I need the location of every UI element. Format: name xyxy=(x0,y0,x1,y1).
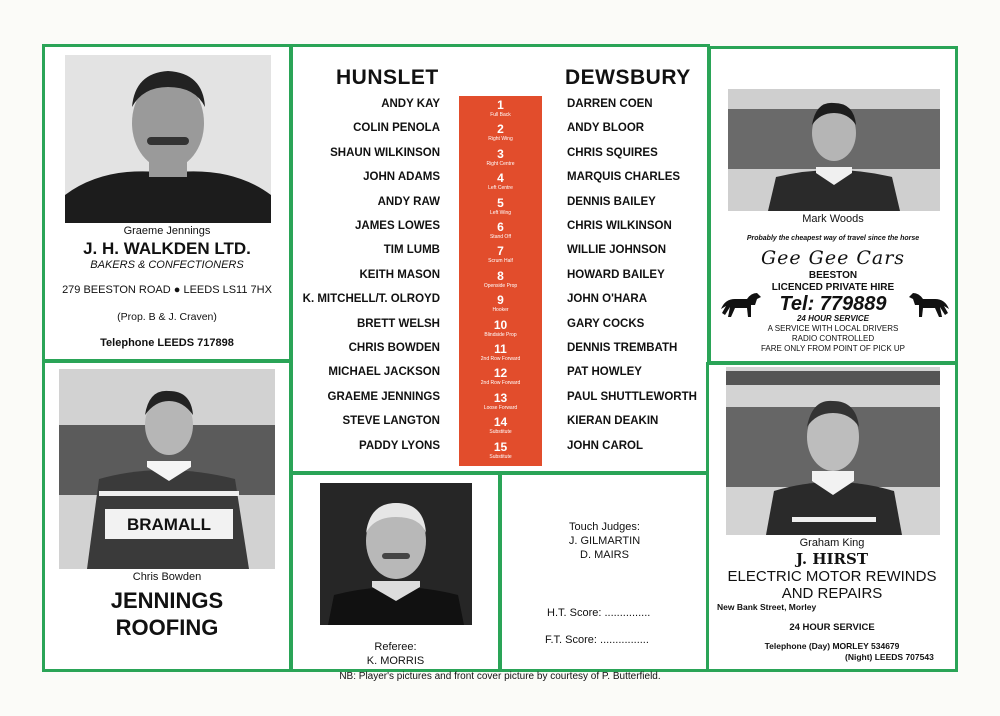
bramall-shirt-text: BRAMALL xyxy=(126,515,212,534)
gee-gee-service: 24 HOUR SERVICE xyxy=(796,314,870,323)
position-label: 2nd Row Forward xyxy=(480,380,521,387)
away-player: KIERAN DEAKIN xyxy=(567,415,659,428)
shirt-number: 2 xyxy=(497,122,504,137)
shirt-number-column xyxy=(459,96,542,466)
shirt-number: 5 xyxy=(497,195,504,210)
shirt-number: 3 xyxy=(497,146,504,161)
gee-gee-line2: RADIO CONTROLLED xyxy=(791,334,875,343)
shirt-number: 15 xyxy=(493,439,508,454)
full-time-score: F.T. Score: ................ xyxy=(545,634,649,646)
graham-king-graphic xyxy=(726,367,940,535)
home-player: GRAEME JENNINGS xyxy=(327,390,440,403)
gee-gee-name: Gee Gee Cars xyxy=(760,247,906,269)
shirt-number: 4 xyxy=(497,171,504,186)
referee-graphic xyxy=(320,483,472,625)
home-player: CHRIS BOWDEN xyxy=(348,342,440,354)
away-player: MARQUIS CHARLES xyxy=(567,171,681,184)
gee-gee-caption: Mark Woods xyxy=(802,213,864,225)
shirt-number: 7 xyxy=(497,244,504,259)
player-photo-mark-woods xyxy=(728,89,940,211)
gee-gee-cars-advert xyxy=(708,46,958,364)
home-player: JAMES LOWES xyxy=(355,220,440,232)
referee-photo xyxy=(320,483,472,625)
referee-panel xyxy=(290,472,501,672)
position-label: Scrum Half xyxy=(488,258,513,265)
away-player: DENNIS TREMBATH xyxy=(567,342,678,354)
position-label: Openside Prop xyxy=(483,282,518,289)
position-label: Hooker xyxy=(492,307,509,314)
bullet-icon: ● xyxy=(173,284,181,296)
half-time-score: H.T. Score: ............... xyxy=(547,607,651,619)
gee-gee-tagline: Probably the cheapest way of travel since the horse xyxy=(746,235,920,242)
home-player: PADDY LYONS xyxy=(359,439,440,452)
walkden-company: J. H. WALKDEN LTD. xyxy=(83,239,251,258)
home-player: BRETT WELSH xyxy=(356,317,440,330)
shirt-number: 12 xyxy=(493,366,508,381)
shirt-number: 6 xyxy=(497,220,504,234)
hirst-line1: ELECTRIC MOTOR REWINDS xyxy=(727,568,937,585)
home-player: TIM LUMB xyxy=(383,244,440,257)
position-label: Stand Off xyxy=(489,234,512,240)
bowden-caption: Chris Bowden xyxy=(132,571,202,583)
position-label: Loose Forward xyxy=(483,404,518,411)
gee-gee-licence: LICENCED PRIVATE HIRE xyxy=(771,282,895,293)
home-player: ANDY KAY xyxy=(381,98,440,110)
away-player: HOWARD BAILEY xyxy=(567,268,665,281)
home-player: MICHAEL JACKSON xyxy=(328,366,440,379)
home-player: ANDY RAW xyxy=(377,195,440,208)
hirst-line2: AND REPAIRS xyxy=(781,585,883,602)
position-label: Full Back xyxy=(490,112,511,118)
gee-gee-location: BEESTON xyxy=(808,270,858,281)
walkden-telephone: Telephone LEEDS 717898 xyxy=(100,337,234,349)
home-player: KEITH MASON xyxy=(359,268,440,281)
position-label: Substitute xyxy=(489,453,512,460)
position-label: Right Centre xyxy=(486,160,515,167)
hirst-company: J. HIRST xyxy=(795,550,869,568)
shirt-number: 1 xyxy=(497,98,504,112)
referee-label: Referee: xyxy=(374,641,417,653)
away-player: WILLIE JOHNSON xyxy=(567,244,667,257)
shirt-number: 11 xyxy=(494,342,507,356)
gee-gee-line1: A SERVICE WITH LOCAL DRIVERS xyxy=(767,324,899,333)
footer-note: NB: Player's pictures and front cover picture by courtesy of P. Butterfield. xyxy=(339,671,661,682)
away-player: CHRIS SQUIRES xyxy=(567,146,658,159)
away-team-name: DEWSBURY xyxy=(565,66,691,89)
shirt-number: 14 xyxy=(493,415,508,430)
jennings-roofing-advert xyxy=(42,360,292,672)
player-photo-chris-bowden xyxy=(59,369,275,569)
player-graphic xyxy=(59,369,275,569)
touch-judge-2: D. MAIRS xyxy=(580,549,629,561)
home-player: SHAUN WILKINSON xyxy=(330,146,440,159)
jennings-line2: ROOFING xyxy=(115,615,219,640)
away-player: PAT HOWLEY xyxy=(567,366,642,379)
position-label: 2nd Row Forward xyxy=(480,356,521,362)
shirt-number: 13 xyxy=(493,390,508,405)
home-player: JOHN ADAMS xyxy=(363,171,440,184)
mark-woods-graphic xyxy=(728,89,940,211)
hirst-service: 24 HOUR SERVICE xyxy=(789,622,875,633)
home-player: STEVE LANGTON xyxy=(342,415,440,428)
walkden-trade: BAKERS & CONFECTIONERS xyxy=(90,259,244,271)
walkden-address-right: LEEDS LS11 7HX xyxy=(183,284,272,296)
jennings-line1: JENNINGS xyxy=(110,588,224,613)
position-label: Substitute xyxy=(489,429,512,436)
shirt-number: 8 xyxy=(497,268,504,283)
hirst-caption: Graham King xyxy=(799,537,865,549)
home-player: K. MITCHELL/T. OLROYD xyxy=(302,293,440,306)
hirst-address: New Bank Street, Morley xyxy=(717,602,817,612)
player-photo-graham-king xyxy=(726,367,940,535)
walkden-address xyxy=(45,284,289,296)
hirst-tel-night: (Night) LEEDS 707543 xyxy=(845,652,934,662)
away-player: PAUL SHUTTLEWORTH xyxy=(567,390,697,403)
position-label: Right Wing xyxy=(488,136,513,143)
away-player: JOHN CAROL xyxy=(567,439,644,452)
position-label: Left Centre xyxy=(488,185,513,192)
walkden-prop: (Prop. B & J. Craven) xyxy=(117,311,217,323)
away-player: GARY COCKS xyxy=(567,317,645,330)
away-player: ANDY BLOOR xyxy=(567,122,645,135)
walkden-address-left: 279 BEESTON ROAD xyxy=(62,284,171,296)
away-player: DENNIS BAILEY xyxy=(567,195,656,208)
away-player: JOHN O'HARA xyxy=(567,293,648,306)
away-player: CHRIS WILKINSON xyxy=(567,220,672,232)
walkden-advert xyxy=(42,44,292,362)
home-team-name: HUNSLET xyxy=(336,66,439,89)
walkden-caption: Graeme Jennings xyxy=(123,225,211,237)
shirt-number: 9 xyxy=(497,293,504,308)
referee-name: K. MORRIS xyxy=(366,655,425,667)
home-player: COLIN PENOLA xyxy=(353,122,440,135)
hirst-tel-day: Telephone (Day) MORLEY 534679 xyxy=(764,641,900,651)
gee-gee-telephone: Tel: 779889 xyxy=(779,293,887,315)
touch-judge-1: J. GILMARTIN xyxy=(568,535,641,547)
position-label: Left Wing xyxy=(489,209,512,216)
gee-gee-line3: FARE ONLY FROM POINT OF PICK UP xyxy=(760,344,906,353)
touch-judges-label: Touch Judges: xyxy=(569,521,640,533)
officials-panel xyxy=(499,472,710,672)
shirt-number: 10 xyxy=(493,317,508,332)
hirst-advert xyxy=(706,362,958,672)
portrait-graphic xyxy=(65,55,271,223)
position-label: Blindside Prop xyxy=(484,331,517,338)
player-photo-graeme-jennings xyxy=(65,55,271,223)
away-player: DARREN COEN xyxy=(567,98,653,110)
